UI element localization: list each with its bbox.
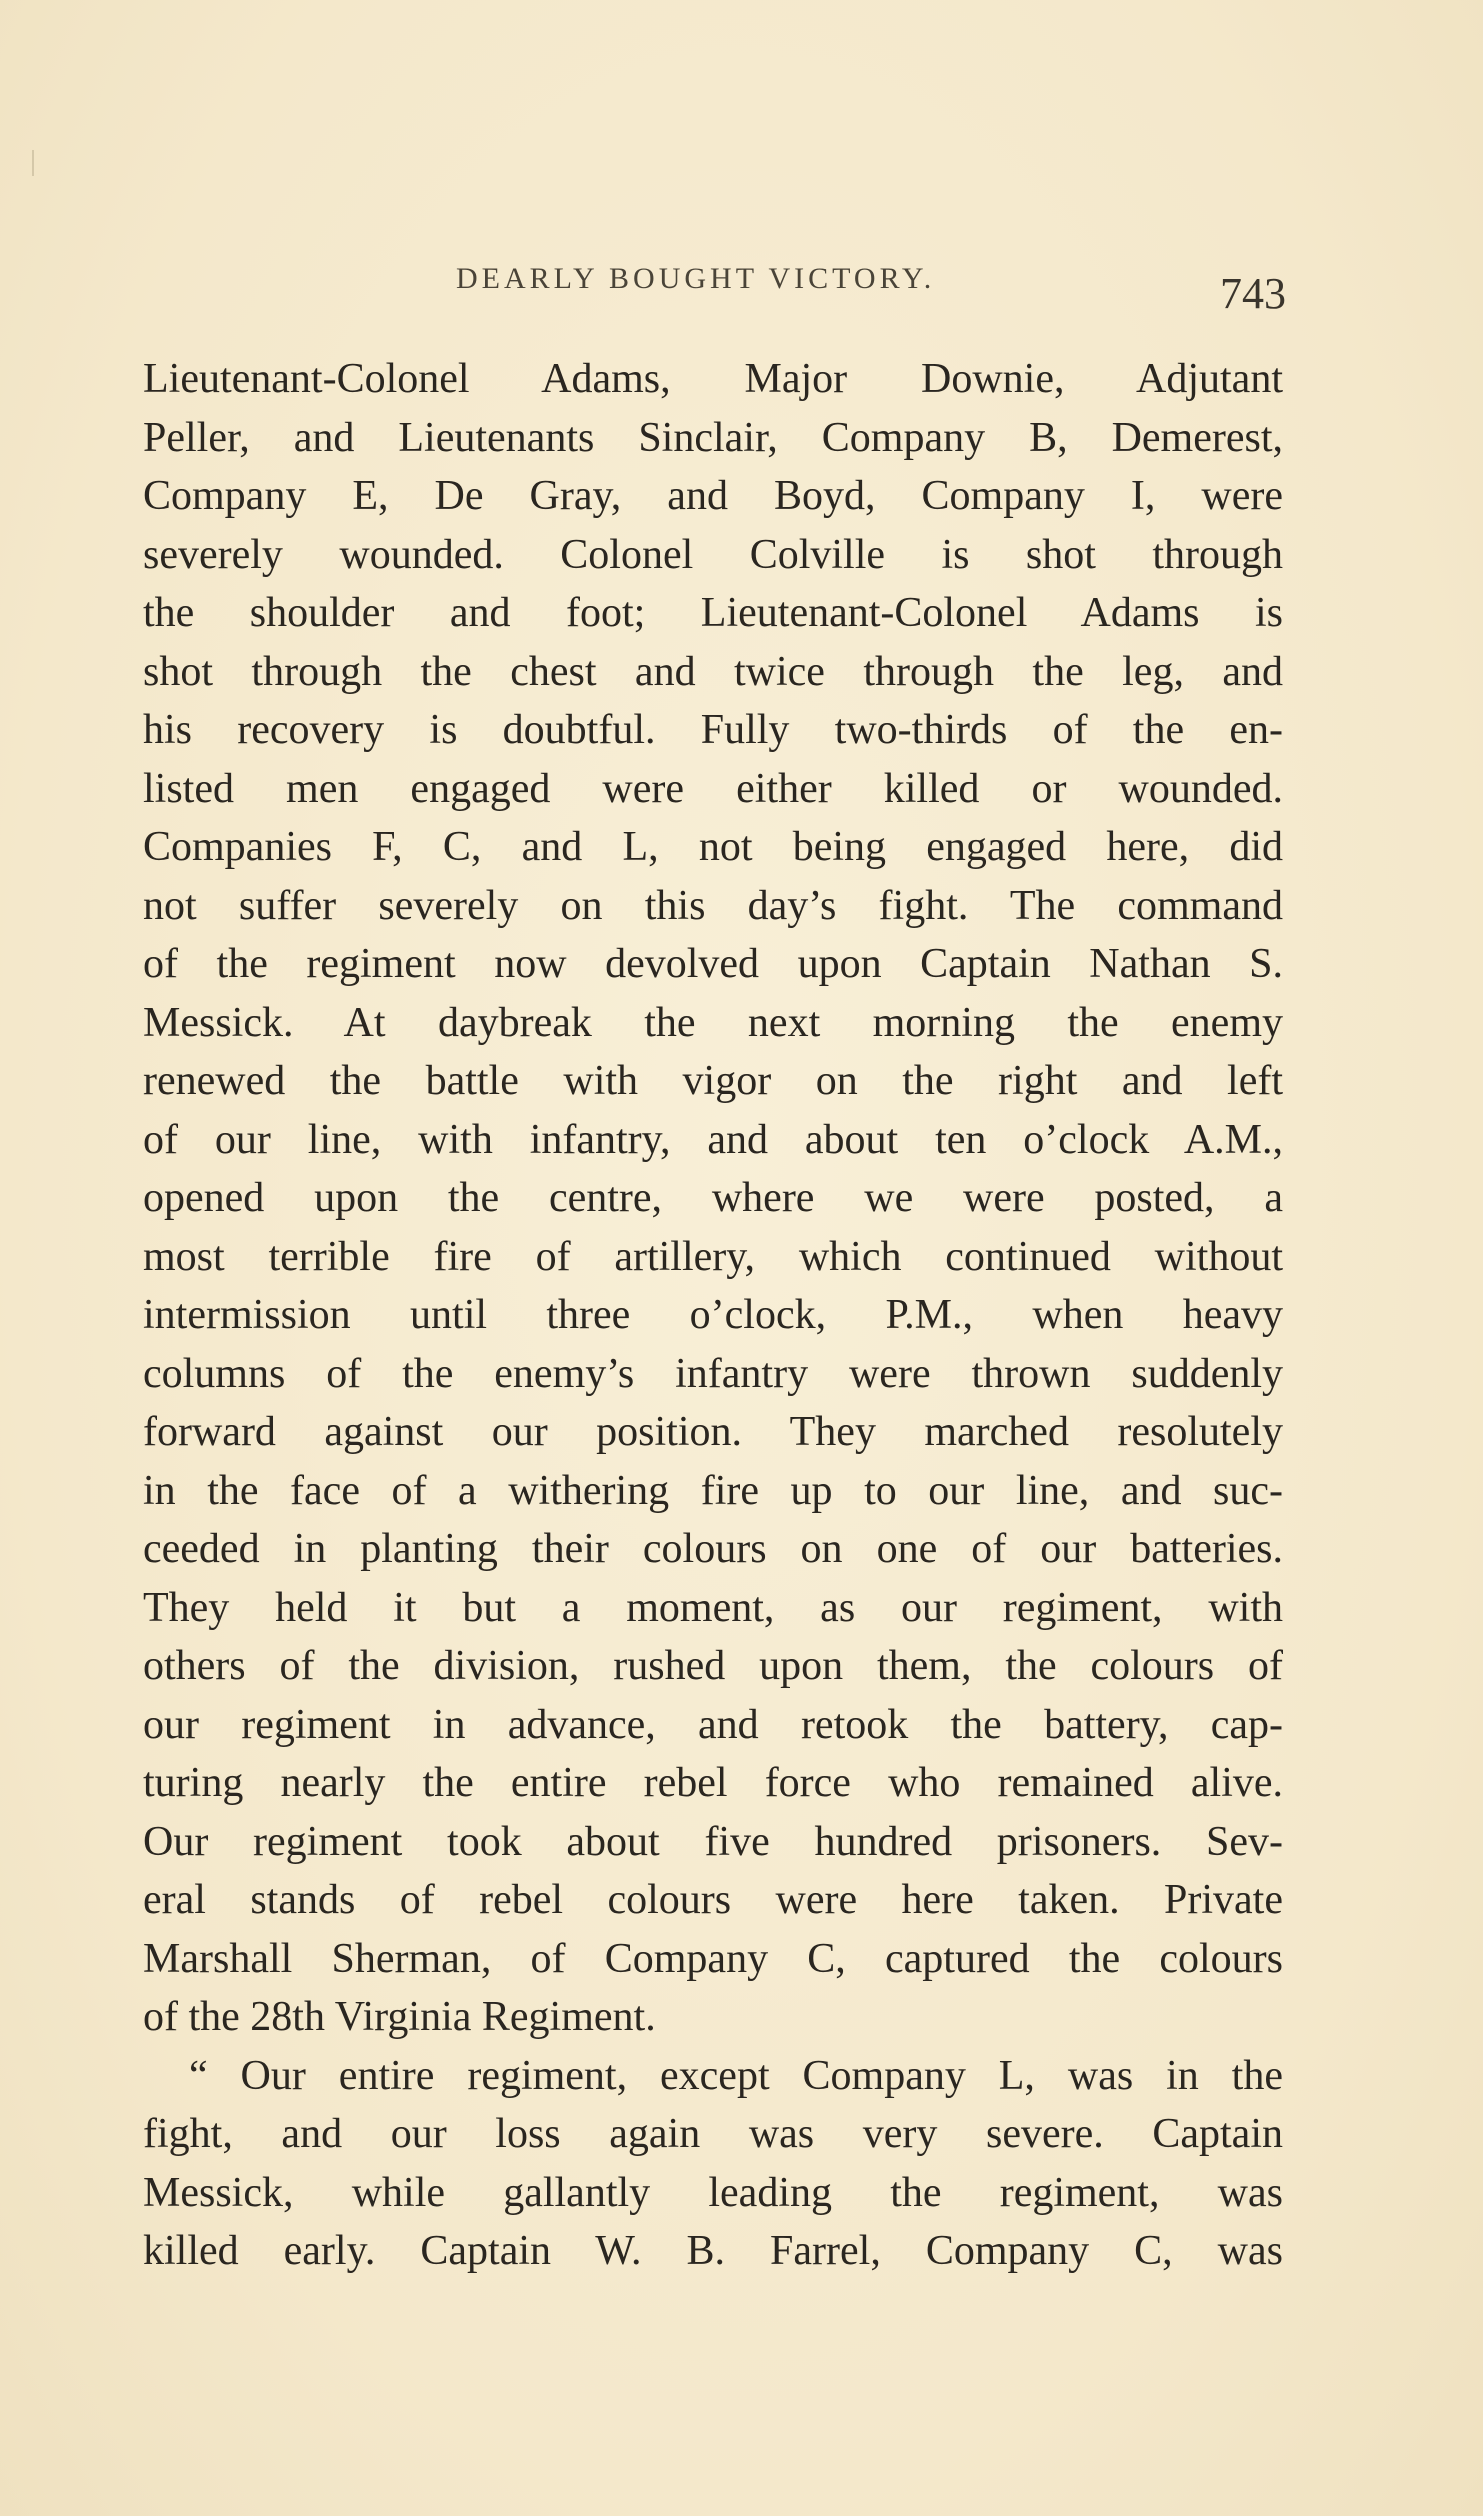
margin-mark	[32, 150, 34, 176]
text-line: Lieutenant-Colonel Adams, Major Downie, Adjutant	[143, 356, 1283, 402]
text-line: our regiment in advance, and retook the battery, cap-	[143, 1701, 1283, 1748]
text-line: Our regiment took about five hundred prisoners. Sev-	[143, 1818, 1283, 1865]
text-line: eral stands of rebel colours were here taken. Private	[143, 1877, 1283, 1923]
text-line: Messick. At daybreak the next morning the enemy	[143, 999, 1283, 1046]
body-text	[143, 350, 1283, 2281]
text-line: severely wounded. Colonel Colville is shot through	[143, 531, 1283, 578]
text-line: Company E, De Gray, and Boyd, Company I, were	[143, 473, 1283, 519]
text-line: renewed the battle with vigor on the right and left	[143, 1058, 1283, 1104]
running-title: DEARLY BOUGHT VICTORY.	[456, 262, 936, 295]
text-line: Peller, and Lieutenants Sinclair, Company B, Demerest,	[143, 414, 1283, 461]
text-line: killed early. Captain W. B. Farrel, Company C, was	[143, 2228, 1283, 2274]
text-line: of the regiment now devolved upon Captain Nathan S.	[143, 941, 1283, 987]
text-line: columns of the enemy’s infantry were thrown suddenly	[143, 1350, 1283, 1397]
text-line: ceeded in planting their colours on one of our batteries.	[143, 1526, 1283, 1572]
text-line: of our line, with infantry, and about ten o’clock A.M.,	[143, 1116, 1283, 1163]
text-line: listed men engaged were either killed or wounded.	[143, 765, 1283, 812]
text-line: turing nearly the entire rebel force who remained alive.	[143, 1760, 1283, 1806]
text-line: intermission until three o’clock, P.M., when heavy	[143, 1292, 1283, 1338]
text-line: most terrible fire of artillery, which continued without	[143, 1233, 1283, 1280]
text-line: opened upon the centre, where we were posted, a	[143, 1175, 1283, 1221]
text-line: Messick, while gallantly leading the regiment, was	[143, 2169, 1283, 2216]
text-line: his recovery is doubtful. Fully two-thirds of the en-	[143, 707, 1283, 753]
text-line-paragraph-end: of the 28th Virginia Regiment.	[143, 1994, 656, 2040]
text-line: others of the division, rushed upon them, the colours of	[143, 1643, 1283, 1689]
page-number: 743	[1220, 269, 1286, 318]
text-line: Companies F, C, and L, not being engaged here, did	[143, 824, 1283, 870]
text-line: Marshall Sherman, of Company C, captured the colours	[143, 1935, 1283, 1982]
text-line: in the face of a withering fire up to our line, and suc-	[143, 1467, 1283, 1514]
text-line: not suffer severely on this day’s fight. The command	[143, 882, 1283, 929]
text-line: shot through the chest and twice through the leg, and	[143, 648, 1283, 695]
running-head	[0, 262, 1483, 318]
text-line: forward against our position. They marched resolutely	[143, 1409, 1283, 1455]
text-line: They held it but a moment, as our regiment, with	[143, 1584, 1283, 1631]
text-line: fight, and our loss again was very severe. Captain	[143, 2111, 1283, 2157]
text-line: the shoulder and foot; Lieutenant-Colonel Adams is	[143, 590, 1283, 636]
text-line-paragraph-start: “ Our entire regiment, except Company L, was in the	[189, 2052, 1283, 2099]
